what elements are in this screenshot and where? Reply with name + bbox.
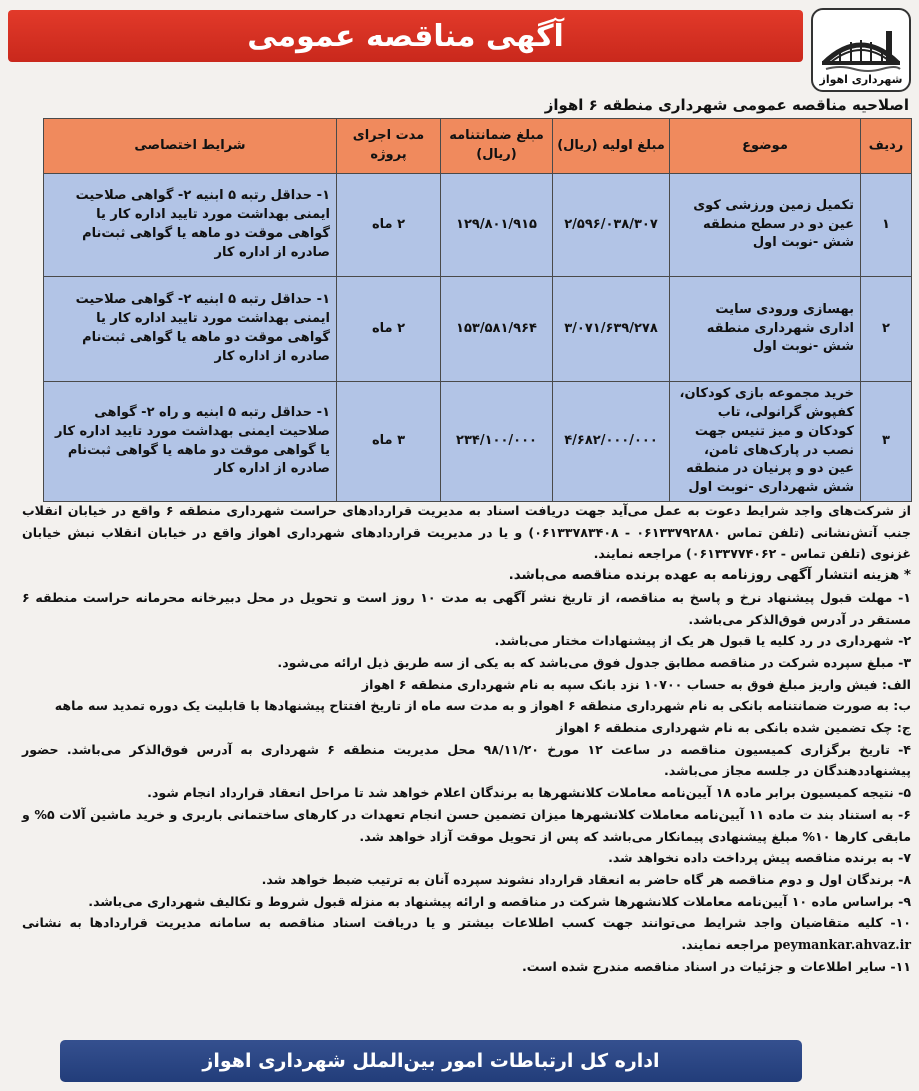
cell-subject: بهسازی ورودی سایت اداری شهرداری منطقه شش -نوبت اول — [670, 277, 861, 382]
table-row — [44, 277, 912, 382]
condition-item-10-text: ۱۰- کلیه متقاضیان واجد شرایط می‌توانند جهت کسب اطلاعات بیشتر و یا دریافت اسناد مناقصه به سامانه مدیریت قراردادها به نشانی — [22, 915, 911, 931]
header-row-number: ردیف — [861, 119, 912, 174]
cell-base-price: ۲/۵۹۶/۰۳۸/۳۰۷ — [553, 174, 670, 277]
cell-conditions: ۱- حداقل رتبه ۵ ابنیه ۲- گواهی صلاحیت ایمنی بهداشت مورد تایید اداره کار یا گواهی موقت دو ماهه یا گواهی ثبت‌نام صادره از اداره کار — [44, 277, 337, 382]
condition-item-11: ۱۱- سایر اطلاعات و جزئیات در اسناد مناقصه مندرج شده است. — [522, 958, 911, 974]
cell-guarantee: ۱۵۳/۵۸۱/۹۶۴ — [441, 277, 553, 382]
notice-subtitle: اصلاحیه مناقصه عمومی شهرداری منطقه ۶ اهواز — [544, 96, 909, 114]
header-conditions: شرایط اختصاصی — [44, 119, 337, 174]
municipality-logo — [811, 8, 911, 92]
cell-conditions: ۱- حداقل رتبه ۵ ابنیه و راه ۲- گواهی صلاحیت ایمنی بهداشت مورد تایید اداره کار یا گواهی موقت دو ماهه یا گواهی ثبت‌نام صادره از اداره کار — [44, 382, 337, 502]
condition-item-1: ۱- مهلت قبول پیشنهاد نرخ و پاسخ به مناقصه، از تاریخ نشر آگهی به مدت ۱۰ روز است و تحویل در محل دبیرخانه محرمانه حراست منطقه ۶ مستقر در آدرس فوق‌الذکر می‌باشد. — [22, 589, 911, 627]
cell-guarantee: ۱۲۹/۸۰۱/۹۱۵ — [441, 174, 553, 277]
cell-base-price: ۳/۰۷۱/۶۳۹/۲۷۸ — [553, 277, 670, 382]
condition-item-7: ۷- به برنده مناقصه پیش پرداخت داده نخواهد شد. — [608, 850, 911, 866]
condition-item-3: ۳- مبلغ سپرده شرکت در مناقصه مطابق جدول فوق می‌باشد که به یکی از سه طریق ذیل ارائه می‌شود. — [277, 654, 911, 670]
table-row — [44, 174, 912, 277]
cell-conditions: ۱- حداقل رتبه ۵ ابنیه ۲- گواهی صلاحیت ایمنی بهداشت مورد تایید اداره کار یا گواهی موقت دو ماهه یا گواهی ثبت‌نام صادره از اداره کار — [44, 174, 337, 277]
website-link[interactable]: peymankar.ahvaz.ir — [773, 937, 911, 953]
tender-table-wrapper — [44, 118, 912, 502]
tender-table — [43, 118, 912, 502]
cell-subject: خرید مجموعه بازی کودکان، کفپوش گرانولی، تاب کودکان و میز تنیس جهت نصب در پارک‌های ثامن، عین دو و پرنیان در منطقه شش شهرداری -نوبت اول — [670, 382, 861, 502]
header-base-price: مبلغ اولیه (ریال) — [553, 119, 670, 174]
deposit-option-a: الف: فیش واریز مبلغ فوق به حساب ۱۰۷۰۰ نزد بانک سپه به نام شهرداری منطقه ۶ اهواز — [361, 676, 911, 692]
cell-duration: ۲ ماه — [337, 174, 441, 277]
condition-item-6: ۶- به استناد بند ت ماده ۱۱ آیین‌نامه معاملات کلانشهرها میزان تضمین حسن انجام تعهدات در کارهای ساختمانی باربری و خرید ماشین آلات ۵% و مابقی کارها ۱۰% مبلغ پیشنهادی پیمانکار می‌باشد که پس از تحویل موقت آزاد خواهد شد. — [22, 806, 911, 844]
notice-title-banner — [8, 10, 803, 62]
deposit-option-c: ج: چک تضمین شده بانکی به نام شهرداری منطقه ۶ اهواز — [556, 720, 911, 736]
intro-paragraph: از شرکت‌های واجد شرایط دعوت به عمل می‌آید جهت دریافت اسناد به مدیریت قراردادهای حراست شهرداری منطقه ۶ واقع در خیابان انقلاب جنب آتش‌نشانی (تلفن تماس ۰۶۱۳۳۷۹۲۸۸۰ - ۰۶۱۳۳۷۸۳۴۰۸) و یا در مدیریت قراردادهای شهرداری اهواز واقع در خیابان انقلاب نبش خیابان غزنوی (تلفن تماس - ۰۶۱۳۳۷۷۴۰۶۲) مراجعه نمایند. — [22, 503, 912, 562]
footer-banner — [60, 1040, 802, 1082]
cell-subject: تکمیل زمین ورزشی کوی عین دو در سطح منطقه شش -نوبت اول — [670, 174, 861, 277]
cell-duration: ۲ ماه — [337, 277, 441, 382]
deposit-option-b: ب: به صورت ضمانتنامه بانکی به نام شهرداری منطقه ۶ اهواز و به مدت سه ماه از تاریخ افتتاح پیشنهادها با قابلیت یک دوره تمدید سه ماهه — [54, 698, 911, 714]
header-subject: موضوع — [670, 119, 861, 174]
header-duration: مدت اجرای پروژه — [337, 119, 441, 174]
cell-row-number: ۲ — [861, 277, 912, 382]
table-row — [44, 382, 912, 502]
bridge-icon — [820, 23, 902, 73]
condition-item-10 — [22, 912, 911, 955]
footer-text: اداره کل ارتباطات امور بین‌الملل شهرداری اهواز — [202, 1050, 660, 1072]
cell-base-price: ۴/۶۸۲/۰۰۰/۰۰۰ — [553, 382, 670, 502]
condition-item-4: ۴- تاریخ برگزاری کمیسیون مناقصه در ساعت ۱۲ مورخ ۹۸/۱۱/۲۰ محل مدیریت منطقه ۶ شهرداری به آدرس فوق‌الذکر می‌باشد. حضور پیشنهاددهندگان در جلسه مجاز می‌باشد. — [22, 741, 911, 779]
cost-notice: * هزینه انتشار آگهی روزنامه به عهده برنده مناقصه می‌باشد. — [508, 567, 911, 584]
condition-item-10-end: مراجعه نمایند. — [681, 937, 770, 953]
cell-guarantee: ۲۳۴/۱۰۰/۰۰۰ — [441, 382, 553, 502]
condition-item-2: ۲- شهرداری در رد کلیه یا قبول هر یک از پیشنهادات مختار می‌باشد. — [494, 633, 911, 649]
condition-item-8: ۸- برندگان اول و دوم مناقصه هر گاه حاضر به انعقاد قرارداد نشوند سپرده آنان به ترتیب ضبط خواهد شد. — [261, 871, 911, 887]
notice-title: آگهی مناقصه عمومی — [247, 18, 564, 54]
header — [8, 6, 911, 94]
cell-row-number: ۳ — [861, 382, 912, 502]
notice-body — [22, 500, 911, 977]
condition-item-9: ۹- براساس ماده ۱۰ آیین‌نامه معاملات کلانشهرها شرکت در مناقصه و ارائه پیشنهاد به منزله قبول شروط و تکالیف شهرداری می‌باشد. — [88, 893, 911, 909]
table-header-row — [44, 119, 912, 174]
logo-caption: شهرداری اهواز — [819, 73, 903, 86]
condition-item-5: ۵- نتیجه کمیسیون برابر ماده ۱۸ آیین‌نامه معاملات کلانشهرها به برندگان اعلام خواهد شد تا مراحل انعقاد قرارداد انجام شود. — [147, 785, 911, 801]
cell-row-number: ۱ — [861, 174, 912, 277]
cell-duration: ۳ ماه — [337, 382, 441, 502]
header-guarantee: مبلغ ضمانتنامه (ریال) — [441, 119, 553, 174]
